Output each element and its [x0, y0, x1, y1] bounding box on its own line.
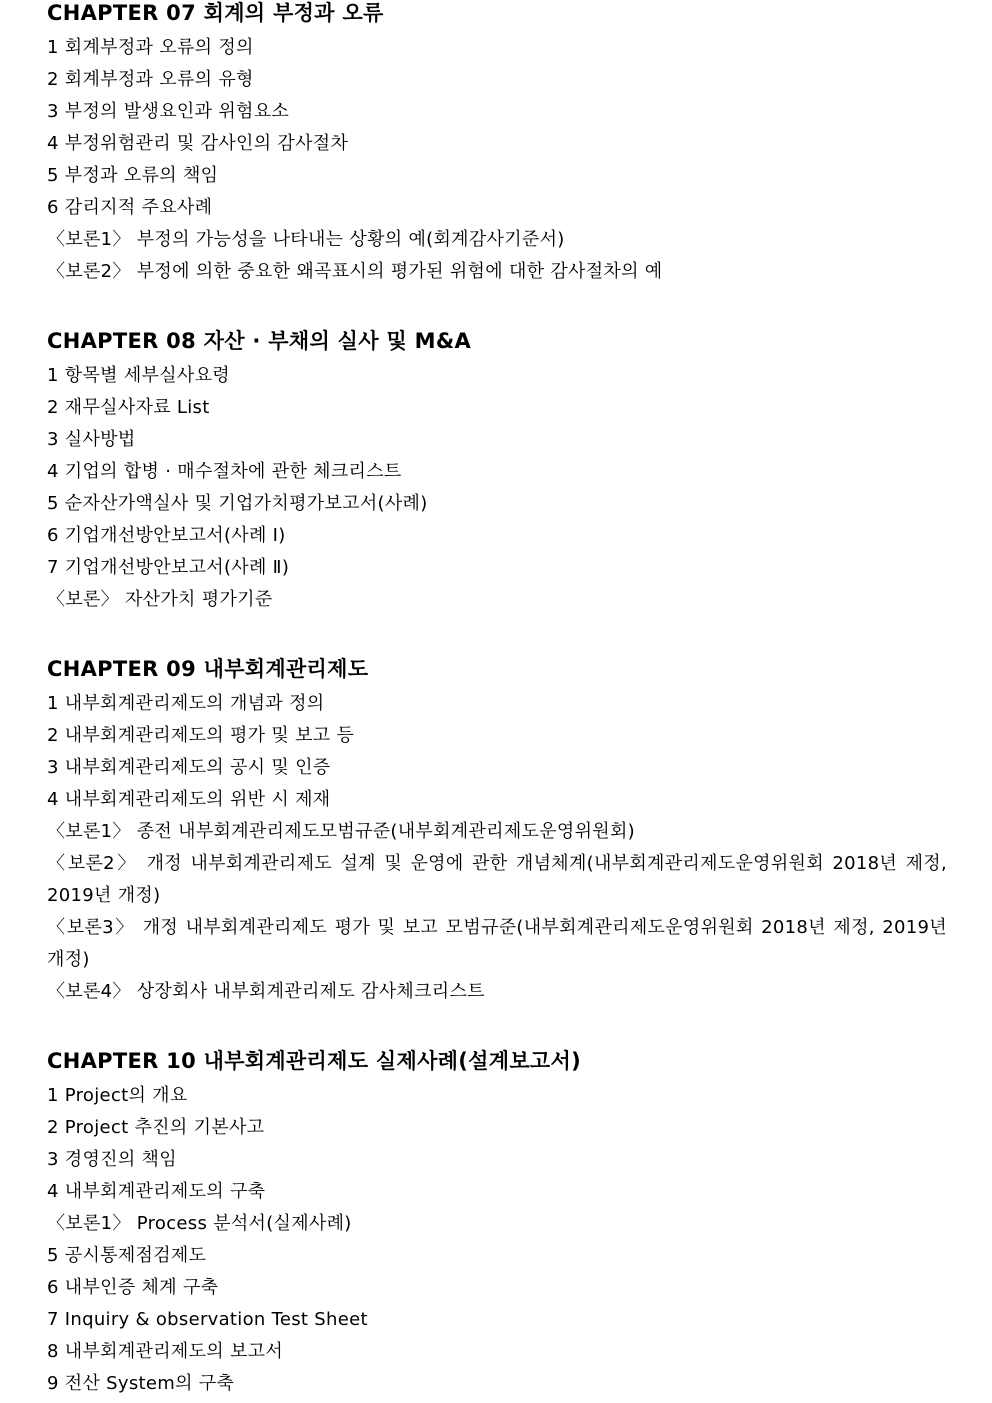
table-of-contents — [47, 0, 947, 1400]
list-item: 5 공시통제점검제도 — [47, 1245, 207, 1266]
list-item: 〈보론1〉 Process 분석서(실제사례) — [47, 1213, 352, 1234]
list-item: 4 내부회계관리제도의 구축 — [47, 1181, 266, 1202]
chapter-07 — [47, 0, 947, 288]
list-item: 〈보론1〉 부정의 가능성을 나타내는 상황의 예(회계감사기준서) — [47, 229, 565, 250]
list-item: 〈보론2〉 부정에 의한 중요한 왜곡표시의 평가된 위험에 대한 감사절차의 예 — [47, 261, 663, 282]
chapter-title: CHAPTER 08 자산 · 부채의 실사 및 M&A — [47, 329, 471, 353]
chapter-09 — [47, 656, 947, 1008]
list-item: 〈보론2〉 개정 내부회계관리제도 설계 및 운영에 관한 개념체계(내부회계관리제도운영위원회 2018년 제정, 2019년 개정) — [47, 853, 947, 906]
list-item: 6 기업개선방안보고서(사례 Ⅰ) — [47, 525, 286, 546]
list-item: 6 내부인증 체계 구축 — [47, 1277, 219, 1298]
list-item: 3 부정의 발생요인과 위험요소 — [47, 101, 290, 122]
list-item: 9 전산 System의 구축 — [47, 1373, 235, 1394]
list-item: 3 경영진의 책임 — [47, 1149, 177, 1170]
list-item: 5 순자산가액실사 및 기업가치평가보고서(사례) — [47, 493, 428, 514]
section-spacer — [47, 1008, 947, 1048]
list-item: 8 내부회계관리제도의 보고서 — [47, 1341, 284, 1362]
list-item: 1 회계부정과 오류의 정의 — [47, 37, 254, 58]
chapter-items — [47, 688, 947, 1008]
chapter-title: CHAPTER 07 회계의 부정과 오류 — [47, 1, 384, 25]
chapter-items — [47, 360, 947, 616]
list-item: 3 내부회계관리제도의 공시 및 인증 — [47, 757, 331, 778]
chapter-08 — [47, 328, 947, 616]
list-item: 2 Project 추진의 기본사고 — [47, 1117, 265, 1138]
chapter-title: CHAPTER 09 내부회계관리제도 — [47, 657, 369, 681]
list-item: 4 기업의 합병 · 매수절차에 관한 체크리스트 — [47, 461, 402, 482]
chapter-10 — [47, 1048, 947, 1400]
list-item: 2 내부회계관리제도의 평가 및 보고 등 — [47, 725, 355, 746]
list-item: 2 재무실사자료 List — [47, 397, 210, 418]
list-item: 5 부정과 오류의 책임 — [47, 165, 219, 186]
list-item: 3 실사방법 — [47, 429, 136, 450]
list-item: 1 Project의 개요 — [47, 1085, 188, 1106]
list-item: 〈보론4〉 상장회사 내부회계관리제도 감사체크리스트 — [47, 981, 485, 1002]
chapter-items — [47, 32, 947, 288]
list-item: 4 부정위험관리 및 감사인의 감사절차 — [47, 133, 349, 154]
list-item: 〈보론3〉 개정 내부회계관리제도 평가 및 보고 모범규준(내부회계관리제도운영위원회 2018년 제정, 2019년 개정) — [47, 917, 947, 970]
list-item: 1 내부회계관리제도의 개념과 정의 — [47, 693, 325, 714]
chapter-items — [47, 1080, 947, 1400]
list-item: 2 회계부정과 오류의 유형 — [47, 69, 254, 90]
chapter-title: CHAPTER 10 내부회계관리제도 실제사례(설계보고서) — [47, 1049, 581, 1073]
list-item: 7 Inquiry & observation Test Sheet — [47, 1309, 368, 1330]
list-item: 〈보론1〉 종전 내부회계관리제도모범규준(내부회계관리제도운영위원회) — [47, 821, 635, 842]
section-spacer — [47, 616, 947, 656]
list-item: 〈보론〉 자산가치 평가기준 — [47, 589, 273, 610]
list-item: 6 감리지적 주요사례 — [47, 197, 213, 218]
list-item: 7 기업개선방안보고서(사례 Ⅱ) — [47, 557, 290, 578]
list-item: 4 내부회계관리제도의 위반 시 제재 — [47, 789, 331, 810]
list-item: 1 항목별 세부실사요령 — [47, 365, 230, 386]
section-spacer — [47, 288, 947, 328]
